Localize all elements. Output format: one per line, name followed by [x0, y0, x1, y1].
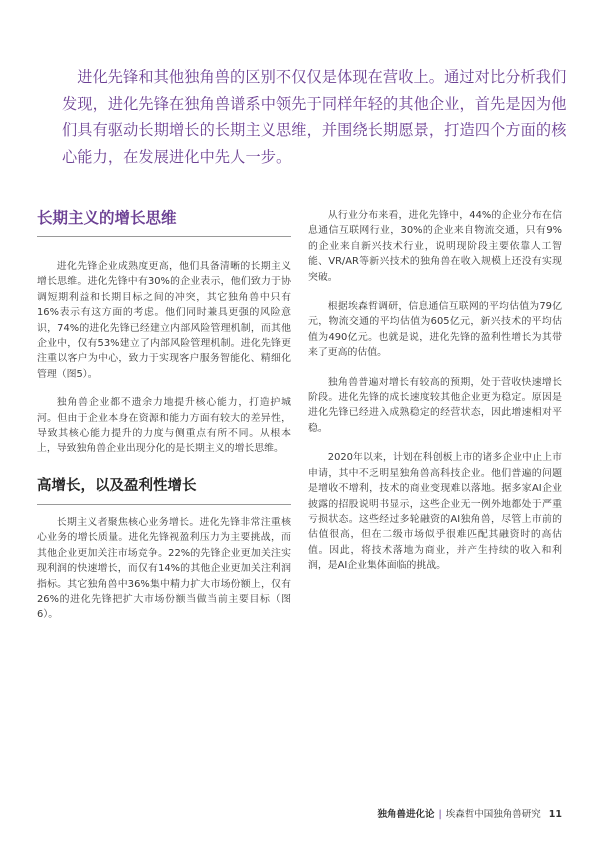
footer-separator: | — [438, 809, 442, 820]
left-column — [37, 208, 291, 623]
right-column — [308, 208, 562, 574]
page-number: 11 — [548, 809, 562, 820]
paragraph: 独角兽普遍对增长有较高的预期，处于营收快速增长阶段。进化先锋的成长速度较其他企业更为稳定。原因是进化先锋已经进入成熟稳定的经营状态，因此增速相对平稳。 — [308, 376, 562, 434]
paragraph: 从行业分布来看，进化先锋中，44%的企业分布在信息通信互联网行业，30%的企业来自物流交通，只有9%的企业来自新兴技术行业，说明现阶段主要依靠人工智能、VR/AR等新兴技术的独角兽在收入规模上还没有实现突破。 — [308, 210, 562, 283]
paragraph: 进化先锋企业成熟度更高，他们具备清晰的长期主义增长思维。进化先锋中有30%的企业表示，他们致力于协调短期利益和长期目标之间的冲突，其它独角兽中只有16%表示有这方面的考虑。他们同时兼具更强的风险意识，74%的进化先锋已经建立内部风险管理机制，而其他企业中，仅有53%建立了内部风险管理机制。进化先锋更注重以客户为中心，致力于实现客户服务智能化、精细化管理（图5）。 — [37, 261, 291, 380]
footer-subtitle: 埃森哲中国独角兽研究 — [445, 809, 541, 820]
section-heading-growth: 高增长，以及盈利性增长 — [37, 476, 291, 505]
paragraph: 根据埃森哲调研，信息通信互联网的平均估值为79亿元，物流交通的平均估值为605亿元，新兴技术的平均估值为490亿元。也就是说，进化先锋的盈利性增长为其带来了更高的估值。 — [308, 301, 562, 359]
intro-summary — [62, 64, 574, 170]
paragraph: 独角兽企业都不遗余力地提升核心能力，打造护城河。但由于企业本身在资源和能力方面有较大的差异性，导致其核心能力提升的力度与侧重点有所不同。从根本上，导致独角兽企业出现分化的是长期主义的增长思维。 — [37, 397, 291, 455]
footer-brand: 独角兽进化论 — [377, 809, 435, 820]
page-footer — [378, 806, 562, 820]
paragraph: 长期主义者聚焦核心业务增长。进化先锋非常注重核心业务的增长质量。进化先锋视盈利压力为主要挑战，而其他企业更加关注市场竞争。22%的先锋企业更加关注实现利润的快速增长，而仅有14%的其他企业更加关注利润指标。其它独角兽中36%集中精力扩大市场份额上，仅有26%的进化先锋把扩大市场份额当做当前主要目标（图6）。 — [37, 516, 291, 621]
paragraph: 2020年以来，计划在科创板上市的诸多企业中止上市申请，其中不乏明星独角兽高科技企业。他们普遍的问题是增收不增利，技术的商业变现难以落地。据多家AI企业披露的招股说明书显示，这些企业无一例外地都处于严重亏损状态。这些经过多轮融资的AI独角兽，尽管上市前的估值很高，但在二级市场似乎很难匹配其融资时的高估值。因此，将技术落地为商业，并产生持续的收入和利润，是AI企业集体面临的挑战。 — [308, 452, 562, 572]
section-heading-long-term: 长期主义的增长思维 — [37, 208, 291, 237]
intro-paragraph: 进化先锋和其他独角兽的区别不仅仅是体现在营收上。通过对比分析我们发现，进化先锋在独角兽谱系中领先于同样年轻的其他企业，首先是因为他们具有驱动长期增长的长期主义思维，并围绕长期愿景，打造四个方面的核心能力，在发展进化中先人一步。 — [62, 68, 567, 166]
